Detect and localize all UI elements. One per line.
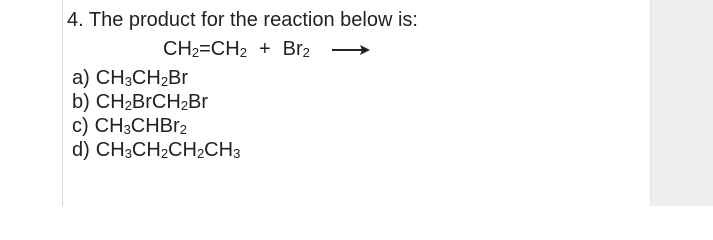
formula-subscript: 2 [160, 146, 169, 161]
reactant-ethene [163, 38, 247, 61]
formula-subscript: 3 [124, 146, 132, 161]
option-letter: a) [72, 67, 90, 89]
formula-part: CH [94, 115, 124, 137]
formula-part: CH [163, 38, 192, 60]
plus-sign: + [258, 38, 271, 60]
reaction-equation [163, 38, 370, 61]
formula-part: CH [95, 91, 125, 113]
right-arrow-icon [332, 44, 370, 56]
formula-part: Br [168, 67, 189, 89]
formula-part: CHBr [130, 115, 180, 137]
option-b [72, 90, 240, 114]
reactant-bromine [283, 38, 310, 61]
formula-part: CH [131, 139, 161, 161]
formula-subscript: 2 [239, 45, 247, 60]
formula-part: CH [204, 139, 234, 161]
formula-subscript: 3 [233, 146, 241, 161]
right-side-panel [650, 0, 713, 206]
formula-part: CH [95, 139, 125, 161]
option-letter: c) [72, 115, 89, 137]
option-a [72, 66, 240, 90]
formula-part: BrCH [131, 91, 181, 113]
formula-subscript: 2 [180, 98, 189, 113]
formula-subscript: 3 [123, 122, 131, 137]
answer-options [72, 66, 240, 162]
formula-part: CH [95, 67, 125, 89]
formula-part: Br [282, 38, 303, 60]
question-block [67, 9, 627, 32]
left-margin-bar [0, 0, 63, 206]
formula-part: Br [188, 91, 209, 113]
formula-part: =CH [199, 38, 240, 60]
option-letter: d) [72, 139, 90, 161]
formula-subscript: 3 [124, 74, 132, 89]
formula-part: CH [168, 139, 197, 161]
formula-subscript: 2 [196, 146, 205, 161]
formula-subscript: 2 [124, 98, 132, 113]
question-title: 4. The product for the reaction below is: [67, 9, 418, 31]
option-c [72, 114, 240, 138]
option-letter: b) [72, 91, 90, 113]
formula-subscript: 2 [179, 122, 187, 137]
formula-subscript: 2 [302, 45, 310, 60]
formula-subscript: 2 [191, 45, 200, 60]
option-d [72, 138, 240, 162]
formula-subscript: 2 [160, 74, 169, 89]
formula-part: CH [131, 67, 161, 89]
